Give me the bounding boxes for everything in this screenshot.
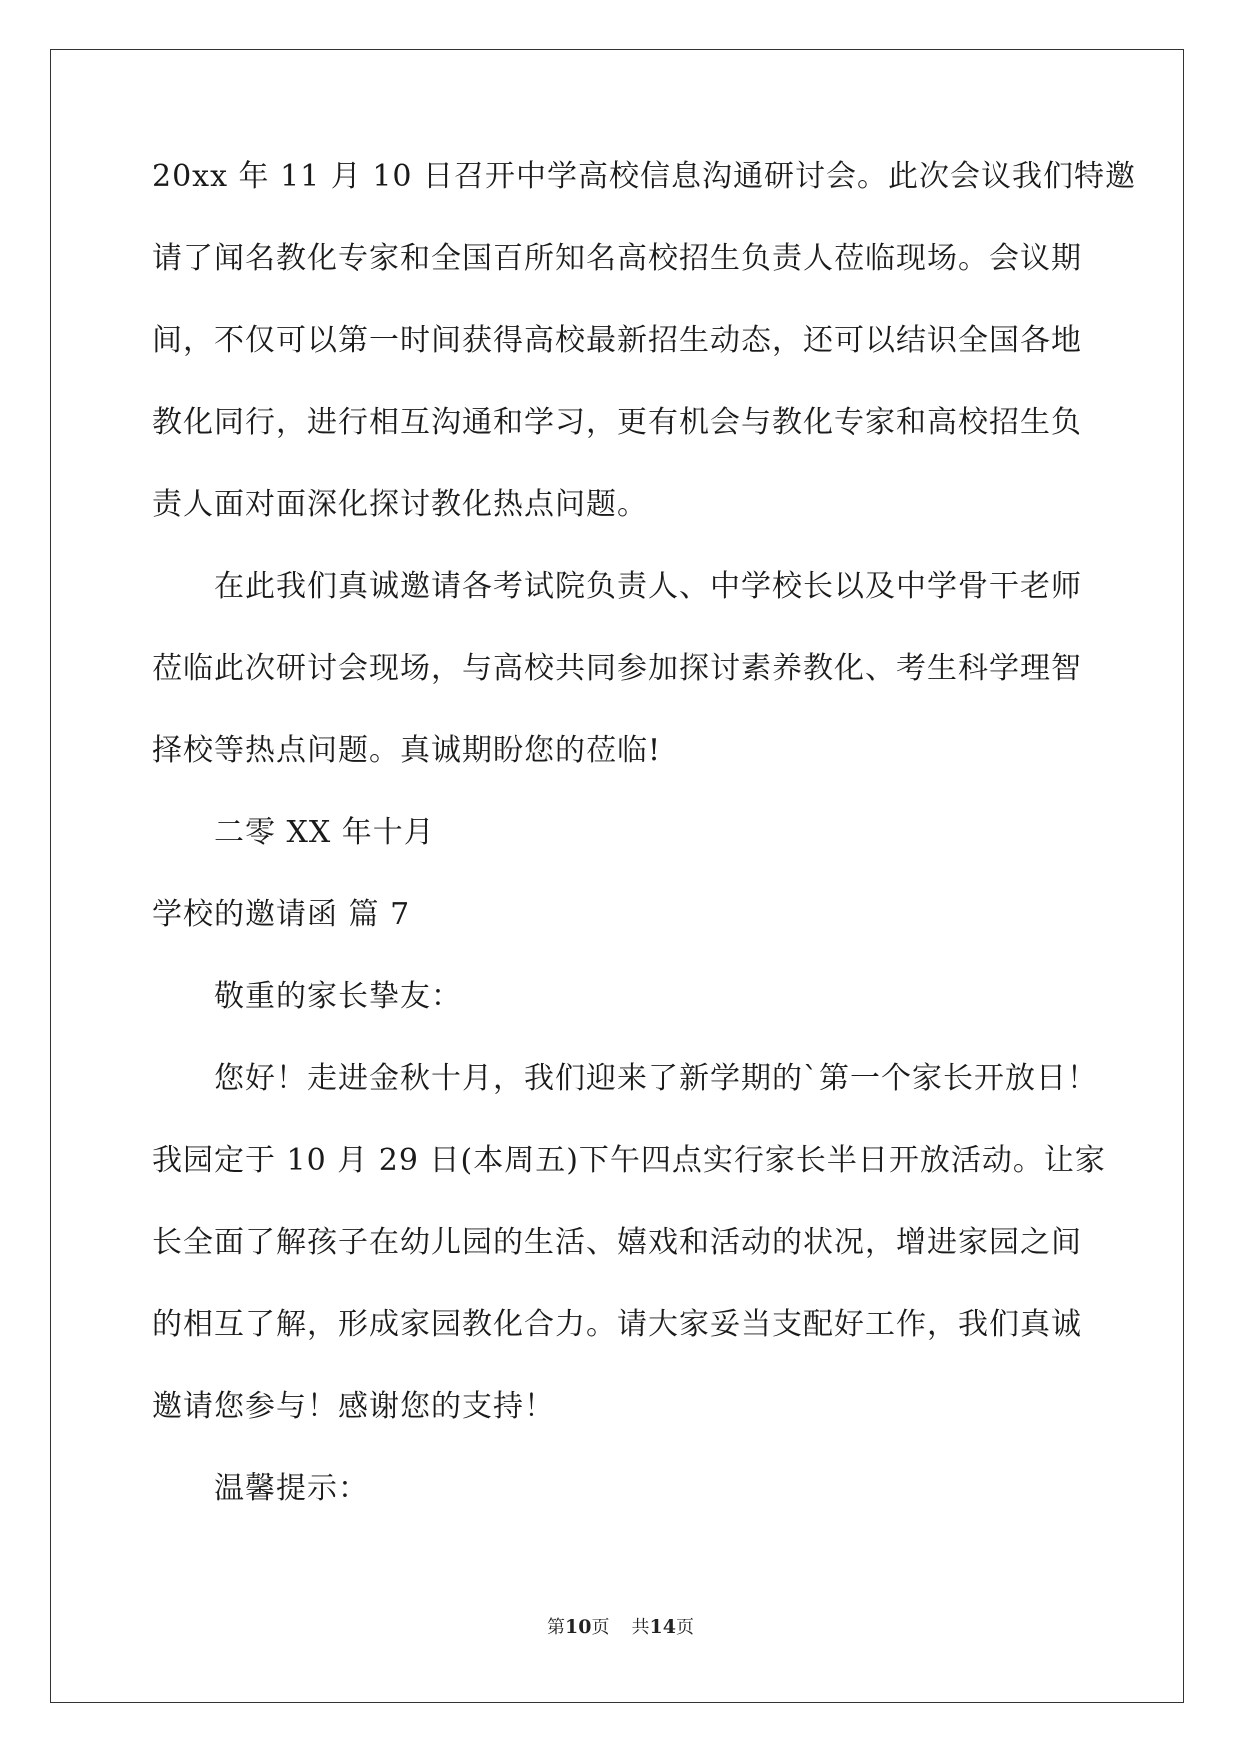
text-line: 我园定于 10 月 29 日(本周五)下午四点实行家长半日开放活动。让家 [152,1143,1106,1178]
total-page-number: 14 [649,1616,676,1638]
document-body [152,157,1137,1551]
current-page-number: 10 [565,1616,592,1638]
text-line: 教化同行，进行相互沟通和学习，更有机会与教化专家和高校招生负 [152,405,1082,440]
text-line: 择校等热点问题。真诚期盼您的莅临! [152,733,662,768]
text-line: 邀请您参与！感谢您的支持！ [152,1389,555,1424]
text-line: 二零 XX 年十月 [214,815,435,850]
text-line: 您好！走进金秋十月，我们迎来了新学期的`第一个家长开放日！ [214,1061,1098,1096]
text-line: 的相互了解，形成家园教化合力。请大家妥当支配好工作，我们真诚 [152,1307,1082,1342]
text-line: 莅临此次研讨会现场，与高校共同参加探讨素养教化、考生科学理智 [152,651,1082,686]
text-line: 温馨提示： [214,1471,369,1506]
page-prefix: 第 [547,1617,566,1638]
text-line: 长全面了解孩子在幼儿园的生活、嬉戏和活动的状况，增进家园之间 [152,1225,1082,1260]
text-line: 请了闻名教化专家和全国百所知名高校招生负责人莅临现场。会议期 [152,241,1082,276]
text-line: 责人面对面深化探讨教化热点问题。 [152,487,648,522]
total-prefix: 共 [631,1617,650,1638]
page-footer [0,1615,1241,1640]
text-line: 20xx 年 11 月 10 日召开中学高校信息沟通研讨会。此次会议我们特邀 [152,159,1137,194]
text-line: 学校的邀请函 篇 7 [152,897,411,932]
text-line: 在此我们真诚邀请各考试院负责人、中学校长以及中学骨干老师 [214,569,1082,604]
page-suffix: 页 [591,1617,610,1638]
total-suffix: 页 [675,1617,694,1638]
text-line: 敬重的家长挚友： [214,979,462,1014]
text-line: 间，不仅可以第一时间获得高校最新招生动态，还可以结识全国各地 [152,323,1082,358]
